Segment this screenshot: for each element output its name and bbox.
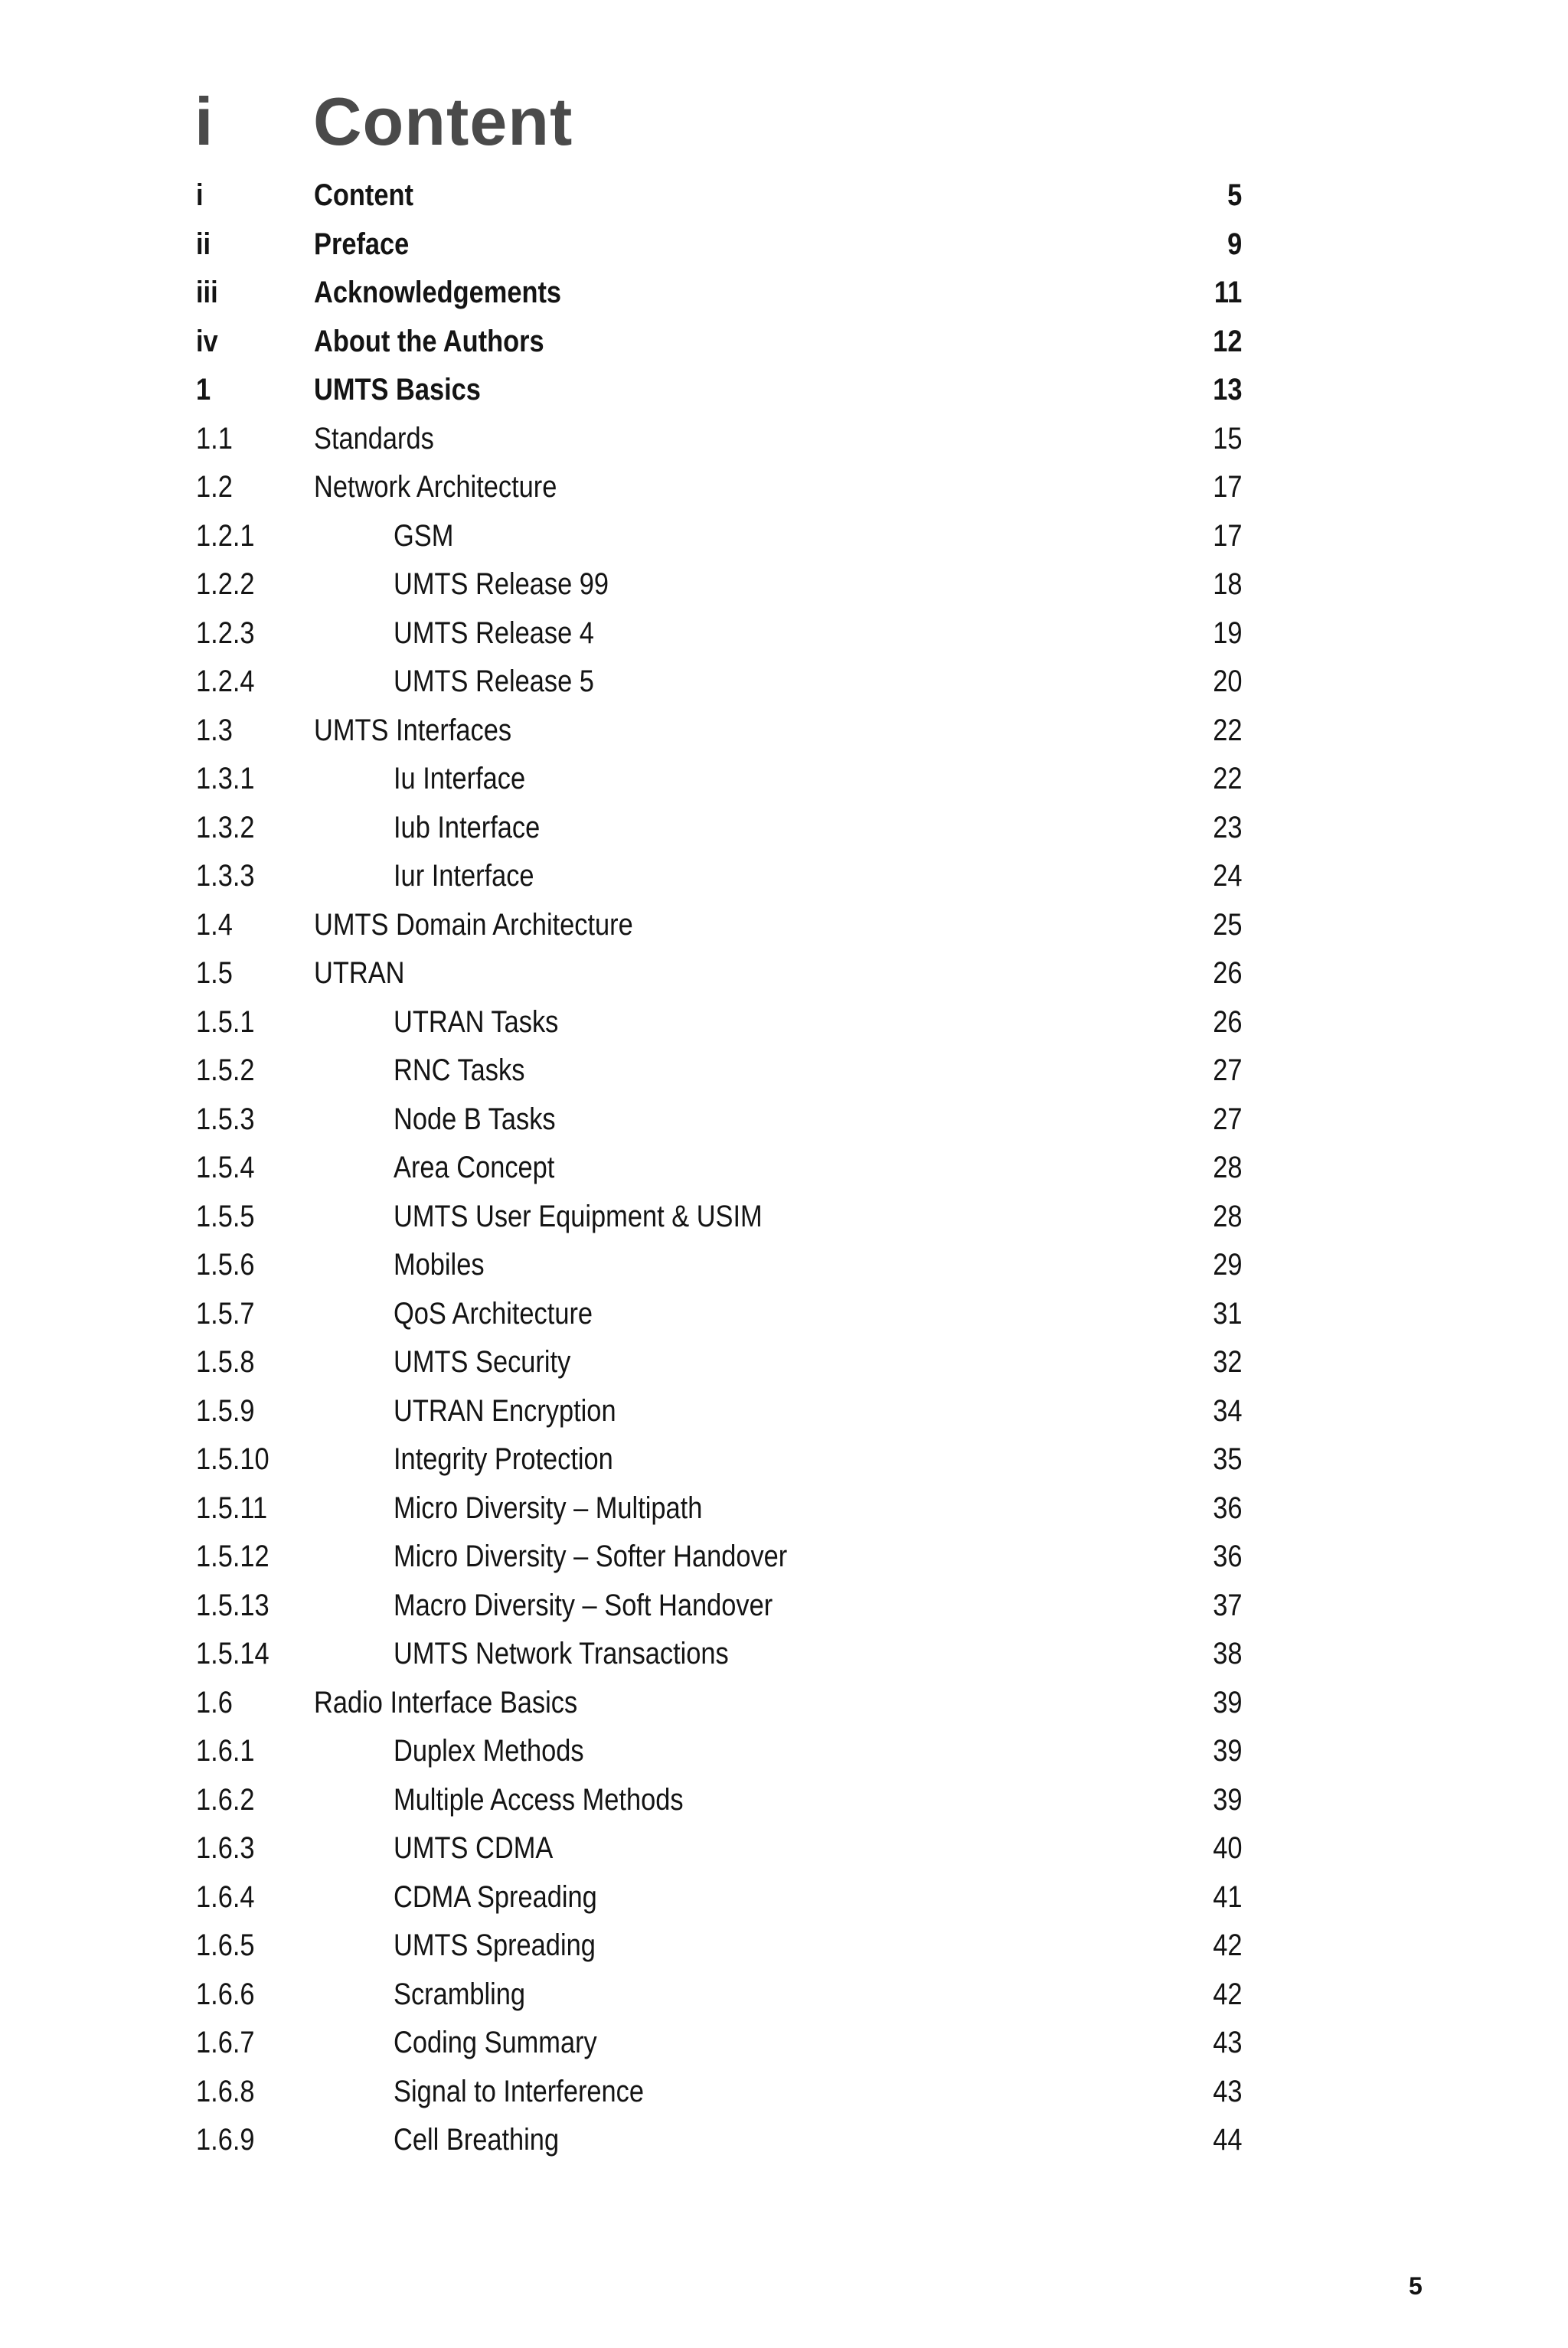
toc-entry[interactable]	[196, 269, 1242, 318]
toc-entry-number: iv	[196, 324, 218, 358]
toc-entry-number: 1.2.3	[196, 616, 255, 650]
toc-entry-title[interactable]: Micro Diversity – Multipath	[394, 1491, 703, 1525]
toc-entry-number: 1.5.14	[196, 1637, 270, 1670]
toc-entry-title[interactable]: Multiple Access Methods	[394, 1782, 684, 1817]
toc-entry-page: 17	[1212, 470, 1242, 504]
toc-entry-title[interactable]: Network Architecture	[314, 470, 557, 504]
toc-entry-number: 1.5.8	[196, 1345, 255, 1379]
toc-entry-title[interactable]: UTRAN Encryption	[394, 1393, 616, 1428]
toc-entry-number: 1.5.11	[196, 1491, 268, 1525]
table-of-contents	[196, 171, 1242, 2165]
toc-entry-page: 39	[1212, 1734, 1242, 1768]
toc-entry-page: 42	[1212, 1977, 1242, 2011]
toc-entry-title[interactable]: RNC Tasks	[394, 1053, 525, 1087]
toc-entry-number: 1.5.10	[196, 1442, 270, 1476]
toc-entry[interactable]	[196, 560, 1242, 609]
toc-entry-page: 24	[1212, 859, 1242, 893]
toc-entry[interactable]	[196, 318, 1242, 367]
toc-entry-title[interactable]: Cell Breathing	[394, 2123, 560, 2157]
toc-entry-number: 1.5.13	[196, 1588, 270, 1622]
toc-entry-number: 1.3	[196, 713, 233, 747]
toc-entry-number: 1.5.9	[196, 1393, 255, 1428]
toc-entry-number: 1.3.3	[196, 859, 255, 893]
toc-entry[interactable]	[196, 901, 1242, 950]
toc-entry-page: 28	[1212, 1151, 1242, 1184]
toc-entry-title[interactable]: UMTS Security	[394, 1345, 571, 1379]
toc-entry[interactable]	[196, 171, 1242, 220]
toc-entry[interactable]	[196, 1971, 1242, 2020]
toc-entry[interactable]	[196, 1922, 1242, 1971]
toc-entry[interactable]	[196, 2068, 1242, 2117]
toc-entry-title[interactable]: Macro Diversity – Soft Handover	[394, 1588, 773, 1622]
toc-entry-number: 1.5.12	[196, 1540, 270, 1573]
toc-entry-title[interactable]: Iur Interface	[394, 859, 534, 893]
toc-entry-number: 1.6.7	[196, 2026, 255, 2059]
toc-entry-number: ii	[196, 227, 211, 261]
toc-entry[interactable]	[196, 1776, 1242, 1825]
toc-entry[interactable]	[196, 1824, 1242, 1873]
toc-entry-page: 43	[1212, 2074, 1242, 2108]
toc-entry[interactable]	[196, 2116, 1242, 2165]
toc-entry-page: 12	[1212, 324, 1242, 358]
toc-entry-number: 1.5.4	[196, 1151, 255, 1184]
toc-entry[interactable]	[196, 220, 1242, 269]
toc-entry-number: 1.6.1	[196, 1734, 255, 1768]
toc-entry-number: 1.6	[196, 1685, 233, 1719]
page-title-text: Content	[313, 83, 573, 159]
toc-entry-page: 20	[1212, 665, 1242, 698]
toc-entry-title[interactable]: Micro Diversity – Softer Handover	[394, 1540, 788, 1573]
toc-entry[interactable]	[196, 1047, 1242, 1096]
toc-entry-title[interactable]: UMTS Release 99	[394, 567, 609, 601]
toc-entry-title[interactable]: Signal to Interference	[394, 2074, 645, 2108]
toc-entry-number: 1.6.5	[196, 1928, 255, 1962]
toc-entry-page: 18	[1212, 567, 1242, 601]
toc-entry-title[interactable]: UTRAN	[314, 956, 405, 990]
toc-entry[interactable]	[196, 1193, 1242, 1242]
toc-entry[interactable]	[196, 415, 1242, 464]
toc-entry[interactable]	[196, 1387, 1242, 1436]
toc-entry[interactable]	[196, 609, 1242, 658]
toc-entry-title[interactable]: Scrambling	[394, 1977, 526, 2011]
toc-entry-title[interactable]: Acknowledgements	[314, 276, 562, 309]
toc-entry-number: iii	[196, 276, 218, 309]
toc-entry-page: 27	[1212, 1053, 1242, 1087]
toc-entry-title[interactable]: UMTS Spreading	[394, 1928, 596, 1962]
toc-entry-title[interactable]: Area Concept	[394, 1151, 555, 1184]
toc-entry[interactable]	[196, 1630, 1242, 1679]
toc-entry-title[interactable]: GSM	[394, 518, 454, 553]
toc-entry[interactable]	[196, 2019, 1242, 2068]
toc-entry-title[interactable]: Coding Summary	[394, 2026, 597, 2059]
toc-entry[interactable]	[196, 658, 1242, 707]
toc-entry-number: 1.5.3	[196, 1102, 255, 1136]
toc-entry-title[interactable]: Content	[314, 178, 413, 212]
toc-entry-page: 34	[1212, 1393, 1242, 1428]
toc-entry-number: 1.6.6	[196, 1977, 255, 2011]
toc-entry-page: 11	[1214, 276, 1242, 309]
toc-entry[interactable]	[196, 1096, 1242, 1145]
toc-entry-page: 28	[1212, 1199, 1242, 1233]
toc-entry-title[interactable]: QoS Architecture	[394, 1296, 593, 1331]
toc-entry-title[interactable]: UMTS CDMA	[394, 1831, 554, 1865]
toc-entry-page: 13	[1212, 373, 1242, 407]
toc-entry-number: 1.6.3	[196, 1831, 255, 1865]
toc-entry-title[interactable]: UMTS Network Transactions	[394, 1637, 729, 1670]
toc-entry[interactable]	[196, 804, 1242, 853]
toc-entry-page: 22	[1212, 713, 1242, 747]
toc-entry-page: 9	[1227, 227, 1242, 261]
toc-entry-title[interactable]: UMTS User Equipment & USIM	[394, 1199, 763, 1233]
toc-entry[interactable]	[196, 852, 1242, 901]
toc-entry[interactable]	[196, 707, 1242, 756]
toc-entry-title[interactable]: UMTS Interfaces	[314, 713, 512, 747]
toc-entry-title[interactable]: Iu Interface	[394, 762, 526, 795]
toc-entry[interactable]	[196, 1679, 1242, 1728]
toc-entry-title[interactable]: CDMA Spreading	[394, 1879, 597, 1914]
toc-entry-title[interactable]: Mobiles	[394, 1248, 485, 1282]
toc-entry-number: 1.2.2	[196, 567, 255, 601]
toc-entry-number: 1.2	[196, 470, 233, 504]
toc-entry[interactable]	[196, 1144, 1242, 1193]
toc-entry-page: 5	[1227, 178, 1242, 212]
toc-entry-page: 23	[1212, 810, 1242, 844]
toc-entry-number: 1.3.1	[196, 762, 255, 795]
toc-entry-page: 29	[1212, 1248, 1242, 1282]
toc-entry-page: 15	[1212, 421, 1242, 456]
toc-entry-number: 1.4	[196, 907, 233, 942]
toc-entry-title[interactable]: Preface	[314, 227, 410, 261]
toc-entry-page: 26	[1212, 1004, 1242, 1039]
toc-entry-title[interactable]: UMTS Domain Architecture	[314, 907, 633, 942]
toc-entry[interactable]	[196, 463, 1242, 512]
toc-entry-number: 1.2.1	[196, 518, 255, 553]
toc-entry-page: 39	[1212, 1782, 1242, 1817]
toc-entry-page: 44	[1212, 2123, 1242, 2157]
toc-entry-page: 17	[1212, 518, 1242, 553]
toc-entry-title[interactable]: Standards	[314, 421, 434, 456]
toc-entry-page: 32	[1212, 1345, 1242, 1379]
toc-entry-page: 31	[1212, 1296, 1242, 1331]
toc-entry-page: 43	[1212, 2026, 1242, 2059]
toc-entry[interactable]	[196, 998, 1242, 1047]
toc-entry-page: 39	[1212, 1685, 1242, 1719]
toc-entry-page: 38	[1212, 1637, 1242, 1670]
toc-entry-title[interactable]: UMTS Release 5	[394, 665, 594, 698]
toc-entry-page: 36	[1212, 1491, 1242, 1525]
toc-entry-page: 27	[1212, 1102, 1242, 1136]
toc-entry[interactable]	[196, 1533, 1242, 1582]
toc-entry-number: 1.6.8	[196, 2074, 255, 2108]
toc-entry-number: 1.5.6	[196, 1248, 255, 1282]
toc-entry-title[interactable]: Node B Tasks	[394, 1102, 556, 1136]
toc-entry[interactable]	[196, 1873, 1242, 1922]
page-number: 5	[1409, 2272, 1423, 2300]
toc-entry-number: i	[196, 178, 204, 212]
toc-entry-page: 22	[1212, 762, 1242, 795]
toc-entry-page: 25	[1212, 907, 1242, 942]
toc-entry-page: 37	[1212, 1588, 1242, 1622]
toc-entry[interactable]	[196, 1727, 1242, 1776]
toc-entry-number: 1.6.2	[196, 1782, 255, 1817]
toc-entry[interactable]	[196, 366, 1242, 415]
toc-entry[interactable]	[196, 1484, 1242, 1533]
toc-entry-title[interactable]: About the Authors	[314, 324, 544, 358]
toc-entry-page: 41	[1212, 1879, 1242, 1914]
toc-entry-title[interactable]: Integrity Protection	[394, 1442, 613, 1476]
toc-entry[interactable]	[196, 755, 1242, 804]
toc-entry[interactable]	[196, 949, 1242, 998]
toc-entry-number: 1	[196, 373, 211, 407]
toc-entry-title[interactable]: Duplex Methods	[394, 1734, 584, 1768]
toc-entry-number: 1.2.4	[196, 665, 255, 698]
toc-entry-number: 1.6.4	[196, 1879, 255, 1914]
toc-entry-number: 1.5.2	[196, 1053, 255, 1087]
toc-entry[interactable]	[196, 1241, 1242, 1290]
toc-entry-page: 19	[1212, 616, 1242, 650]
toc-entry-number: 1.5	[196, 956, 233, 990]
toc-entry-title[interactable]: Radio Interface Basics	[314, 1685, 578, 1719]
toc-entry[interactable]	[196, 1582, 1242, 1631]
toc-entry-title[interactable]: UTRAN Tasks	[394, 1004, 559, 1039]
toc-entry-number: 1.6.9	[196, 2123, 255, 2157]
page-title	[194, 80, 573, 164]
toc-entry-number: 1.5.1	[196, 1004, 255, 1039]
toc-entry-title[interactable]: UMTS Basics	[314, 373, 481, 407]
toc-entry[interactable]	[196, 1290, 1242, 1339]
toc-entry-page: 26	[1212, 956, 1242, 990]
toc-entry-title[interactable]: Iub Interface	[394, 810, 541, 844]
toc-entry-number: 1.5.7	[196, 1296, 255, 1331]
toc-entry-title[interactable]: UMTS Release 4	[394, 616, 594, 650]
toc-entry-number: 1.1	[196, 421, 233, 456]
toc-entry-number: 1.3.2	[196, 810, 255, 844]
toc-entry-number: 1.5.5	[196, 1199, 255, 1233]
page-title-number: i	[194, 83, 214, 159]
toc-entry-page: 36	[1212, 1540, 1242, 1573]
toc-entry-page: 35	[1212, 1442, 1242, 1476]
toc-entry[interactable]	[196, 1338, 1242, 1387]
toc-entry-page: 42	[1212, 1928, 1242, 1962]
toc-entry-page: 40	[1212, 1831, 1242, 1865]
toc-entry[interactable]	[196, 512, 1242, 561]
toc-entry[interactable]	[196, 1435, 1242, 1484]
